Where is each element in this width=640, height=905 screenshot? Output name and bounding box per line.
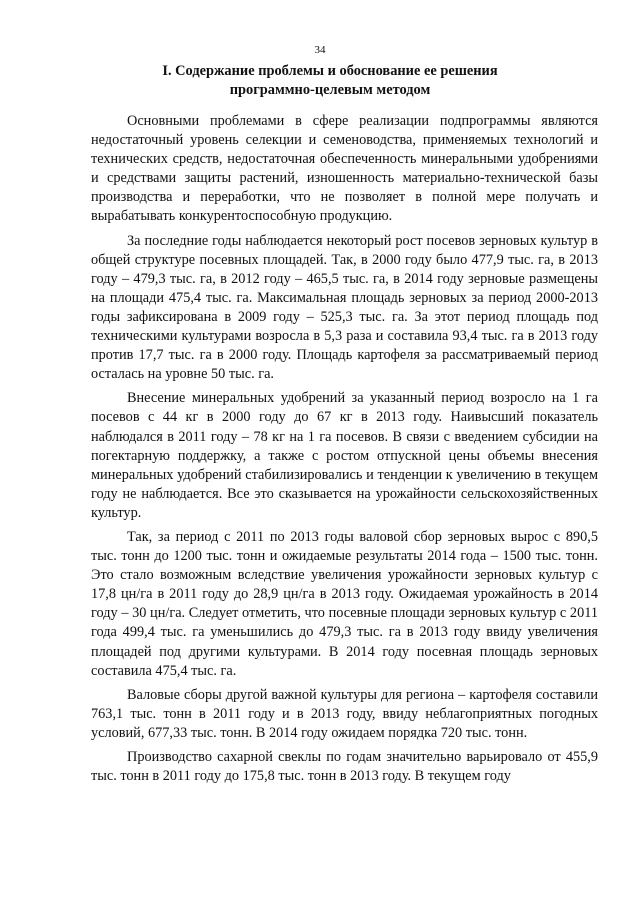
paragraph: За последние годы наблюдается некоторый рост посевов зерновых культур в общей структуре посевных площадей. Так, в 2000 году было 477,9 тыс. га, в 2013 году – 479,3 тыс. га, в 2012 году – 465,5 тыс. га, в 2014 году зерновые размещены на площади 475,4 тыс. га. Максимальная площадь зерновых за период 2000-2013 годы зафиксирована в 2009 году – 525,3 тыс. га. За этот период площадь под техническими культурами возросла в 5,3 раза и составила 93,4 тыс. га в 2013 году против 17,7 тыс. га в 2000 году. Площадь картофеля за рассматриваемый период осталась на уровне 50 тыс. га. — [91, 232, 598, 383]
section-heading-line-2: программно-целевым методом — [229, 82, 431, 98]
section-heading-line-1: I. Содержание проблемы и обоснование ее решения — [162, 63, 498, 79]
page-number: 34 — [314, 44, 326, 56]
paragraph: Так, за период с 2011 по 2013 годы валовой сбор зерновых вырос с 890,5 тыс. тонн до 1200 тыс. тонн и ожидаемые результаты 2014 года – 1500 тыс. тонн. Это стало возможным вследствие увеличения урожайности зерновых культур с 17,8 цн/га в 2011 году до 28,9 цн/га в 2013 году. Ожидаемая урожайность в 2014 году – 30 цн/га. Следует отметить, что посевные площади зерновых культур с 2011 года 499,4 тыс. га уменьшились до 479,3 тыс. га в 2013 году ввиду увеличения площадей под другими культурами. В 2014 году посевная площадь зерновых составила 475,4 тыс. га. — [91, 528, 598, 679]
paragraph: Производство сахарной свеклы по годам значительно варьировало от 455,9 тыс. тонн в 2011 году до 175,8 тыс. тонн в 2013 году. В текущем году — [91, 749, 598, 785]
body-text — [91, 112, 598, 791]
paragraph: Основными проблемами в сфере реализации подпрограммы являются недостаточный уровень селекции и семеноводства, применяемых технологий и технических средств, недостаточная обеспеченность минеральными удобрениями и средствами защиты растений, изношенность материально-технической базы производства и переработки, что не позволяет в полной мере получать и вырабатывать конкурентоспособную продукцию. — [91, 113, 598, 225]
paragraph: Внесение минеральных удобрений за указанный период возросло на 1 га посевов с 44 кг в 2000 году до 67 кг в 2013 году. Наивысший показатель наблюдался в 2011 году – 78 кг на 1 га посевов. В связи с введением субсидии на погектарную поддержку, а также с ростом отпускной цены объемы внесения минеральных удобрений стабилизировались и тенденции к увеличению в текущем году не наблюдается. Все это сказывается на урожайности сельскохозяйственных культур. — [91, 390, 598, 521]
paragraph: Валовые сборы другой важной культуры для региона – картофеля составили 763,1 тыс. тонн в 2011 году и в 2013 году, ввиду неблагоприятных погодных условий, 677,33 тыс. тонн. В 2014 году ожидаем порядка 720 тыс. тонн. — [91, 686, 598, 741]
section-heading — [60, 62, 600, 100]
